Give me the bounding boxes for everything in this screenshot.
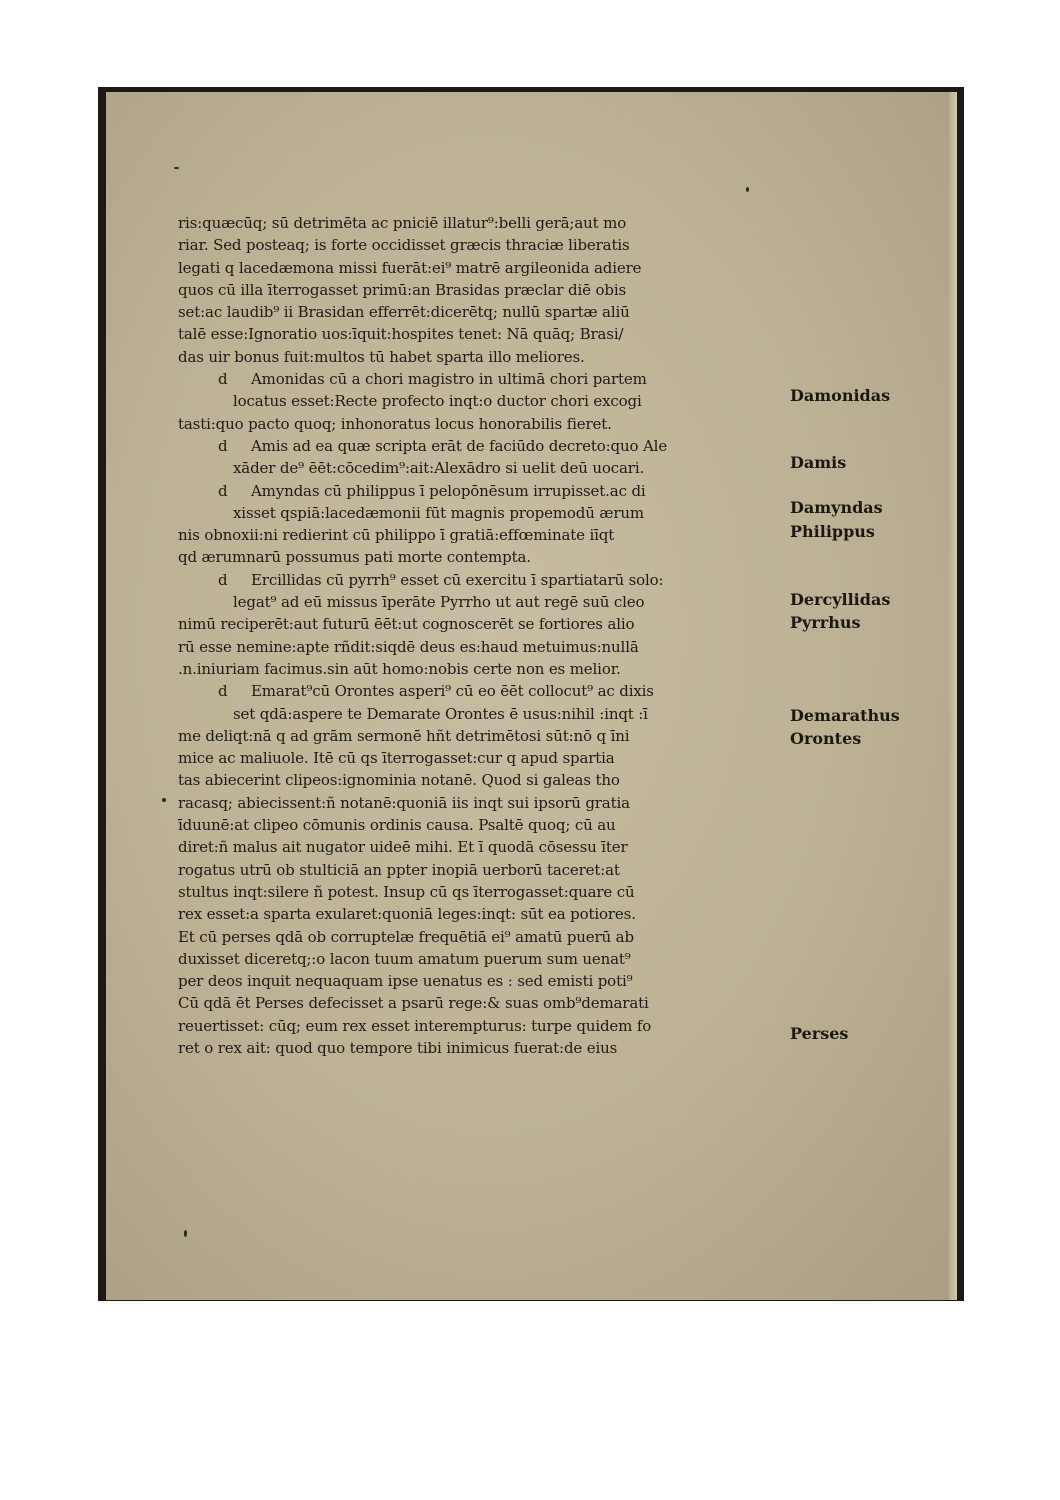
- text-line: [178, 680, 798, 702]
- text-line: legat⁹ ad eū missus īperāte Pyrrho ut aut regē suū cleo: [233, 593, 645, 612]
- text-line: [178, 368, 798, 390]
- text-line: rū esse nemine:apte rñdit:siqdē deus es:haud metuimus:nullā: [178, 637, 639, 656]
- text-line: qd ærumnarū possumus pati morte contempta.: [178, 548, 531, 567]
- text-line: quos cū illa īterrogasset primū:an Brasidas præclar diē obis: [178, 280, 627, 299]
- text-line: Cū qdā ēt Perses defecisset a psarū rege:& suas omb⁹demarati: [178, 994, 649, 1013]
- margin-note: Perses: [790, 1024, 849, 1043]
- text-line: .n.iniuriam facimus.sin aūt homo:nobis certe non es melior.: [178, 659, 621, 678]
- text-line: mice ac maliuole. Itē cū qs īterrogasset:cur q apud spartia: [178, 749, 615, 768]
- text-line: ris:quæcūq; sū detrimēta ac pniciē illatur⁹:belli gerā;aut mo: [178, 214, 627, 232]
- text-line: riar. Sed posteaq; is forte occidisset græcis thraciæ liberatis: [178, 236, 630, 255]
- text-line: legati q lacedæmona missi fuerāt:ei⁹ matrē argileonida adiere: [178, 258, 642, 277]
- margin-note: Demarathus: [790, 706, 900, 725]
- ink-speck: [174, 167, 179, 169]
- main-text-block: [178, 212, 798, 1059]
- margin-note: Pyrrhus: [790, 613, 861, 632]
- margin-note: Orontes: [790, 729, 862, 748]
- guide-letter: d: [218, 436, 228, 455]
- text-line: [178, 435, 798, 457]
- text-line: Et cū perses qdā ob corruptelæ frequētiā ei⁹ amatū puerū ab: [178, 927, 634, 946]
- text-line: xisset qspiā:lacedæmonii fūt magnis propemodū ærum: [233, 503, 644, 522]
- ink-speck: [162, 798, 166, 802]
- text-line: reuertisset: cūq; eum rex esset interempturus: turpe quidem fo: [178, 1016, 652, 1035]
- guide-letter: d: [218, 682, 228, 701]
- margin-note: Dercyllidas: [790, 590, 891, 609]
- text-line: das uir bonus fuit:multos tū habet sparta illo meliores.: [178, 347, 585, 366]
- margin-note: Damonidas: [790, 386, 891, 405]
- text-line: nis obnoxii:ni redierint cū philippo ī gratiā:effœminate iīqt: [178, 526, 615, 545]
- text-line: locatus esset:Recte profecto inqt:o ductor chori excogi: [233, 392, 642, 411]
- guide-letter: d: [218, 481, 228, 500]
- margin-note: Damis: [790, 453, 847, 472]
- text-line: duxisset diceretq;:o lacon tuum amatum puerum sum uenat⁹: [178, 949, 631, 968]
- text-line-content: Ercillidas cū pyrrh⁹ esset cū exercitu ī spartiatarū solo:: [251, 570, 664, 589]
- text-line: racasq; abiecissent:ñ notanē:quoniā iis inqt sui ipsorū gratia: [178, 793, 630, 812]
- text-line-content: Emarat⁹cū Orontes asperi⁹ cū eo ēēt collocut⁹ ac dixis: [251, 682, 654, 701]
- paper-page: [106, 92, 957, 1300]
- text-line-content: Amyndas cū philippus ī pelopōnēsum irrupisset.ac di: [251, 481, 646, 500]
- guide-letter: d: [218, 370, 228, 389]
- guide-letter: d: [218, 570, 228, 589]
- text-line: per deos inquit nequaquam ipse uenatus es : sed emisti poti⁹: [178, 972, 633, 991]
- page-edge: [949, 92, 957, 1300]
- text-line: [178, 569, 798, 591]
- text-line: īduunē:at clipeo cōmunis ordinis causa. Psaltē quoq; cū au: [178, 816, 616, 835]
- margin-note: Philippus: [790, 522, 875, 541]
- text-line: xāder de⁹ ēēt:cōcedim⁹:ait:Alexādro si uelit deū uocari.: [233, 459, 645, 478]
- text-line: set qdā:aspere te Demarate Orontes ē usus:nihil :inqt :ī: [233, 704, 648, 723]
- text-line: tas abiecerint clipeos:ignominia notanē. Quod si galeas tho: [178, 771, 620, 790]
- ink-speck: [184, 1230, 187, 1237]
- text-line-content: Amis ad ea quæ scripta erāt de faciūdo decreto:quo Ale: [251, 436, 668, 455]
- ink-speck: [746, 187, 749, 192]
- text-line: rogatus utrū ob stulticiā an ppter inopiā uerborū taceret:at: [178, 860, 620, 879]
- text-line: tasti:quo pacto quoq; inhonoratus locus honorabilis fieret.: [178, 414, 612, 433]
- text-line: stultus inqt:silere ñ potest. Insup cū qs īterrogasset:quare cū: [178, 882, 635, 901]
- text-line: [178, 480, 798, 502]
- text-line: nimū reciperēt:aut futurū ēēt:ut cognoscerēt se fortiores alio: [178, 615, 635, 634]
- text-line: ret o rex ait: quod quo tempore tibi inimicus fuerat:de eius: [178, 1038, 618, 1057]
- margin-note: Damyndas: [790, 498, 883, 517]
- text-line: set:ac laudib⁹ ii Brasidan efferrēt:dicerētq; nullū spartæ aliū: [178, 303, 630, 322]
- text-line-content: Amonidas cū a chori magistro in ultimā chori partem: [251, 370, 647, 389]
- text-line: diret:ñ malus ait nugator uideē mihi. Et ī quodā cōsessu īter: [178, 838, 628, 857]
- text-line: talē esse:Ignoratio uos:īquit:hospites tenet: Nā quāq; Brasi/: [178, 325, 624, 344]
- text-line: rex esset:a sparta exularet:quoniā leges:inqt: sūt ea potiores.: [178, 905, 636, 924]
- text-line: me deliqt:nā q ad grām sermonē hñt detrimētosi sūt:nō q īni: [178, 726, 630, 745]
